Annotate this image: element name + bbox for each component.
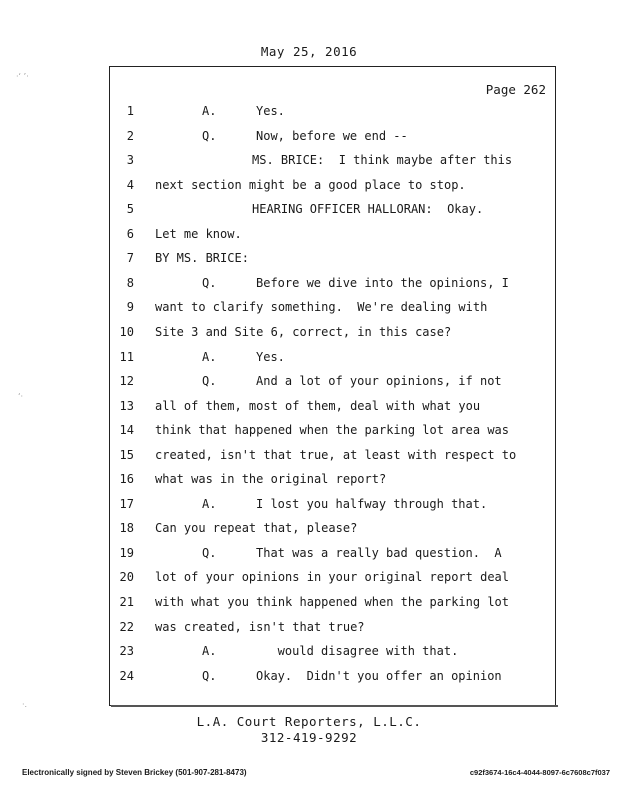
- line-body: I lost you halfway through that.: [256, 496, 488, 511]
- transcript-line: [0, 153, 618, 173]
- e-signature: Electronically signed by Steven Brickey (501-907-281-8473): [22, 768, 247, 777]
- line-body: Before we dive into the opinions, I: [256, 275, 509, 290]
- line-number: 8: [126, 275, 134, 290]
- document-id: c92f3674-16c4-4044-8097-6c7608c7f037: [469, 768, 610, 777]
- frame-shadow: [111, 705, 558, 707]
- line-text: want to clarify something. We're dealing with: [155, 300, 488, 315]
- header-date: May 25, 2016: [260, 44, 358, 59]
- transcript-line: [0, 325, 618, 345]
- transcript-line: [0, 546, 618, 566]
- transcript-line: [0, 521, 618, 541]
- line-text: [202, 497, 487, 511]
- footer-phone: 312-419-9292: [260, 730, 358, 745]
- line-text: Site 3 and Site 6, correct, in this case?: [155, 324, 452, 339]
- transcript-line: [0, 570, 618, 590]
- line-text: [202, 350, 285, 364]
- scan-speck: ·‘ ’·: [16, 72, 29, 81]
- transcript-line: [0, 497, 618, 517]
- line-number: 17: [119, 496, 134, 511]
- line-text: [202, 644, 458, 658]
- transcript-line: [0, 644, 618, 664]
- line-number: 6: [126, 226, 134, 241]
- line-number: 9: [126, 300, 134, 315]
- line-text: was created, isn't that true?: [155, 619, 365, 634]
- line-number: 24: [119, 668, 134, 683]
- speaker-label: A.: [202, 349, 217, 364]
- transcript-line: [0, 374, 618, 394]
- line-text: [202, 129, 408, 143]
- line-text: [202, 374, 502, 388]
- line-number: 23: [119, 644, 134, 659]
- page-label: Page 262: [485, 82, 546, 97]
- speaker-label: Q.: [202, 668, 217, 683]
- transcript-line: [0, 595, 618, 615]
- line-text: HEARING OFFICER HALLORAN: Okay.: [252, 202, 484, 217]
- transcript-line: [0, 423, 618, 443]
- line-number: 3: [126, 153, 134, 168]
- line-number: 21: [119, 595, 134, 609]
- transcript-line: [0, 350, 618, 370]
- line-number: 12: [119, 374, 134, 389]
- line-number: 20: [119, 570, 134, 585]
- line-body: Now, before we end --: [256, 128, 408, 143]
- line-number: 10: [119, 324, 134, 339]
- transcript-line: [0, 104, 618, 124]
- transcript-line: [0, 669, 618, 689]
- line-number: 16: [119, 472, 134, 487]
- line-text: created, isn't that true, at least with respect to: [155, 447, 517, 462]
- line-body: would disagree with that.: [256, 644, 459, 659]
- transcript-line: [0, 227, 618, 247]
- speaker-label: Q.: [202, 275, 217, 290]
- transcript-line: [0, 300, 618, 320]
- line-text: Let me know.: [155, 226, 242, 241]
- line-body: And a lot of your opinions, if not: [256, 374, 502, 389]
- line-text: [202, 276, 509, 290]
- transcript-line: [0, 448, 618, 468]
- line-number: 15: [119, 447, 134, 462]
- line-text: all of them, most of them, deal with what you: [155, 398, 481, 413]
- line-number: 18: [119, 521, 134, 536]
- line-text: [202, 546, 502, 560]
- line-text: [202, 669, 502, 683]
- speaker-label: Q.: [202, 128, 217, 143]
- transcript-line: [0, 202, 618, 222]
- line-body: Yes.: [256, 104, 285, 118]
- speaker-label: Q.: [202, 374, 217, 389]
- footer-firm: L.A. Court Reporters, L.L.C.: [196, 714, 422, 729]
- transcript-line: [0, 472, 618, 492]
- scan-speck: ‘·: [18, 392, 24, 401]
- scan-speck: ·.: [22, 700, 28, 709]
- line-body: Yes.: [256, 349, 285, 364]
- speaker-label: A.: [202, 496, 217, 511]
- line-text: think that happened when the parking lot area was: [155, 423, 510, 438]
- line-number: 5: [126, 202, 134, 217]
- line-number: 19: [119, 545, 134, 560]
- line-number: 22: [119, 619, 134, 634]
- speaker-label: A.: [202, 104, 217, 118]
- transcript-line: [0, 276, 618, 296]
- line-body: Okay. Didn't you offer an opinion: [256, 668, 502, 683]
- line-number: 11: [119, 349, 134, 364]
- line-number: 14: [119, 423, 134, 438]
- speaker-label: A.: [202, 644, 217, 659]
- line-number: 2: [126, 128, 134, 143]
- transcript-line: [0, 178, 618, 198]
- line-text: next section might be a good place to stop.: [155, 177, 466, 192]
- line-body: That was a really bad question. A: [256, 545, 502, 560]
- speaker-label: Q.: [202, 545, 217, 560]
- line-text: MS. BRICE: I think maybe after this: [252, 153, 513, 168]
- transcript-line: [0, 251, 618, 271]
- line-text: Can you repeat that, please?: [155, 521, 358, 536]
- line-text: lot of your opinions in your original report deal: [155, 570, 510, 585]
- line-text: BY MS. BRICE:: [155, 251, 249, 266]
- line-number: 13: [119, 398, 134, 413]
- transcript-line: [0, 129, 618, 149]
- line-number: 7: [126, 251, 134, 266]
- line-number: 4: [126, 177, 134, 192]
- line-number: 1: [126, 104, 134, 118]
- line-text: with what you think happened when the parking lot: [155, 595, 510, 609]
- transcript-line: [0, 620, 618, 640]
- line-text: what was in the original report?: [155, 472, 387, 487]
- line-text: [202, 104, 285, 118]
- transcript-line: [0, 399, 618, 419]
